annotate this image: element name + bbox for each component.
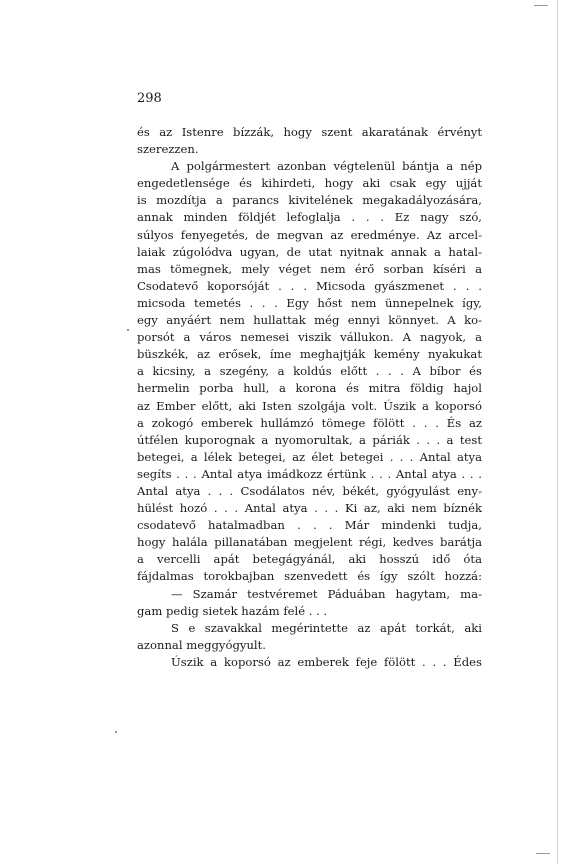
text-line: súlyos fenyegetés, de megvan az eredménye. Az arcel- [137, 227, 482, 242]
text-line: szerezzen. [137, 142, 199, 157]
text-line: engedetlensége és kihirdeti, hogy aki csak egy ujját [137, 176, 482, 191]
text-line: is mozdítja a parancs kivitelének megakadályozására, [137, 193, 482, 208]
text-line: micsoda temetés . . . Egy hőst nem ünnepelnek így, [137, 295, 482, 310]
scan-speck [127, 329, 129, 331]
text-line: a zokogó emberek hullámzó tömege fölött . . . És az [137, 415, 482, 430]
crop-mark [536, 853, 550, 854]
text-line: az Ember előtt, aki Isten szolgája volt. Úszik a koporsó [137, 398, 482, 413]
text-line: hülést hozó . . . Antal atya . . . Ki az, aki nem bíznék [137, 501, 482, 516]
text-line: azonnal meggyógyult. [137, 637, 266, 652]
scan-speck [115, 731, 117, 733]
text-line: segíts . . . Antal atya imádkozz értünk . . . Antal atya . . . [137, 466, 482, 481]
text-line: a kicsiny, a szegény, a koldús előtt . . . A bíbor és [137, 364, 482, 379]
text-line: S e szavakkal megérintette az apát torkát, aki [171, 620, 482, 635]
text-line: útfélen kuporognak a nyomorultak, a páriák . . . a test [137, 432, 482, 447]
text-line: — Szamár testvéremet Páduában hagytam, ma- [171, 586, 482, 601]
text-line: gam pedig sietek hazám felé . . . [137, 603, 328, 618]
text-line: hogy halála pillanatában megjelent régi, kedves barátja [137, 535, 482, 550]
text-line: mas tömegnek, mely véget nem érő sorban kíséri a [137, 261, 482, 276]
text-line: Csodatevő koporsóját . . . Micsoda gyászmenet . . . [137, 278, 482, 293]
text-line: laiak zúgolódva ugyan, de utat nyitnak annak a hatal- [137, 244, 482, 259]
text-line: Úszik a koporsó az emberek feje fölött . . . Édes [171, 654, 482, 669]
text-line: Antal atya . . . Csodálatos név, békét, gyógyulást eny- [137, 483, 482, 498]
text-line: A polgármestert azonban végtelenül bántja a nép [171, 159, 482, 174]
scan-edge-line [557, 0, 558, 864]
text-line: és az Istenre bízzák, hogy szent akaratának érvényt [137, 125, 482, 139]
crop-mark [534, 5, 548, 6]
text-line: hermelin porba hull, a korona és mitra földig hajol [137, 381, 482, 396]
text-line: büszkék, az erősek, íme meghajtják kemény nyakukat [137, 347, 482, 362]
text-line: annak minden földjét lefoglalja . . . Ez nagy szó, [137, 210, 482, 225]
text-line: a vercelli apát betegágyánál, aki hosszú idő óta [137, 552, 482, 567]
text-line: porsót a város nemesei viszik vállukon. A nagyok, a [137, 330, 482, 345]
text-line: egy anyáért nem hullattak még ennyi könnyet. A ko- [137, 313, 482, 328]
text-line: fájdalmas torokbajban szenvedett és így szólt hozzá: [137, 569, 482, 584]
page-number: 298 [137, 91, 162, 106]
body-text [137, 124, 482, 671]
text-line: csodatevő hatalmadban . . . Már mindenki tudja, [137, 518, 482, 533]
text-line: betegei, a lélek betegei, az élet betegei . . . Antal atya [137, 449, 482, 464]
